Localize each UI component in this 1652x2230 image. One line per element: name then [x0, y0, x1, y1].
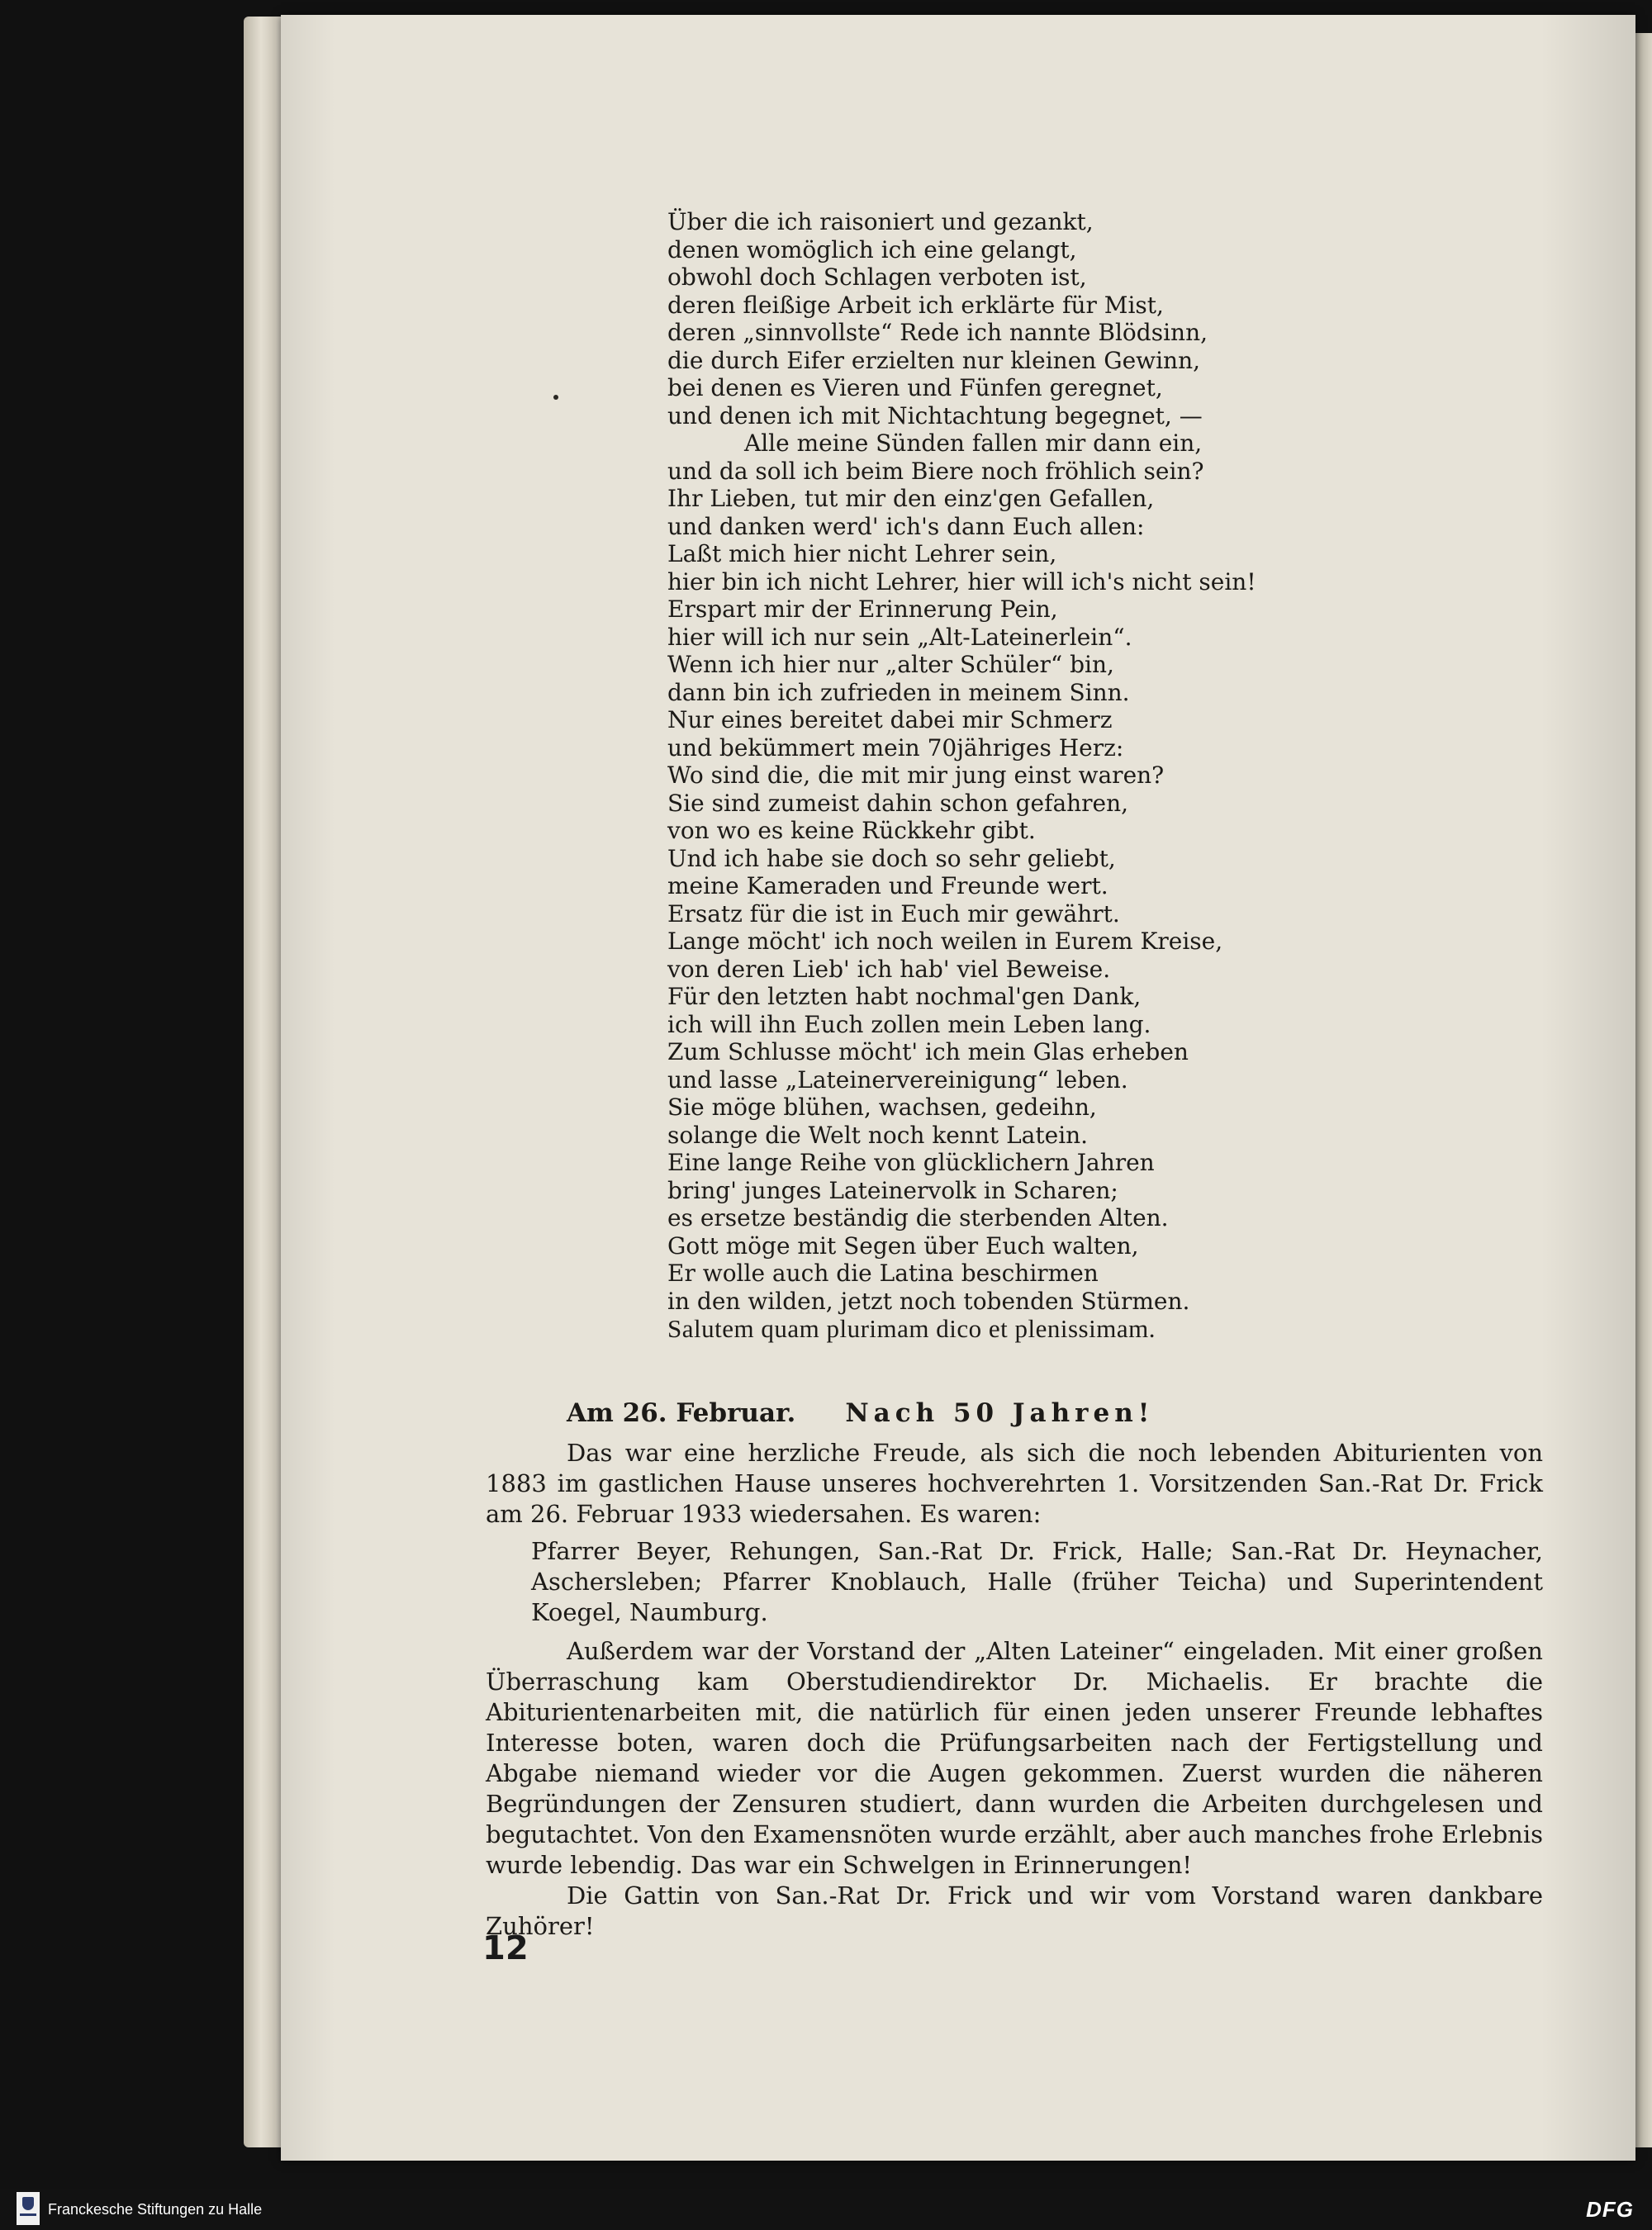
poem-line: die durch Eifer erzielten nur kleinen Gewinn,: [667, 346, 1201, 374]
poem-line: bei denen es Vieren und Fünfen geregnet,: [667, 374, 1163, 401]
poem-line: es ersetze beständig die sterbenden Alten.: [667, 1204, 1169, 1231]
poem-line: Sie sind zumeist dahin schon gefahren,: [667, 789, 1129, 817]
poem-line: hier will ich nur sein „Alt-Lateinerlein“.: [667, 623, 1132, 651]
poem-line: hier bin ich nicht Lehrer, hier will ich's nicht sein!: [667, 567, 1256, 595]
poem-line: Sie möge blühen, wachsen, gedeihn,: [667, 1094, 1097, 1121]
poem-line: Wenn ich hier nur „alter Schüler“ bin,: [667, 651, 1114, 678]
poem: [667, 208, 1378, 1343]
poem-line: und lasse „Lateinervereinigung“ leben.: [667, 1065, 1128, 1094]
poem-line: ich will ihn Euch zollen mein Leben lang.: [667, 1010, 1151, 1038]
poem-line: solange die Welt noch kennt Latein.: [667, 1121, 1089, 1149]
poem-line: deren „sinnvollste“ Rede ich nannte Blödsinn,: [667, 319, 1208, 346]
poem-closing-latin: Salutem quam plurimam dico et plenissimam.: [667, 1314, 1156, 1343]
poem-line: und da soll ich beim Biere noch fröhlich sein?: [667, 457, 1204, 485]
paragraph: Außerdem war der Vorstand der „Alten Lateiner“ eingeladen. Mit einer großen Überraschung kam Oberstudiendirektor Dr. Michaelis. Er brachte die Abiturientenarbeiten mit, die natürlich für einen jeden unserer Freunde lebhaftes Interesse boten, waren doch die Prüfungsarbeiten nach der Fertigstellung und Abgabe niemand wieder vor die Augen gekommen. Zuerst wurden die näheren Begründungen der Zensuren studiert, dann wurden die Arbeiten durchgelesen und begutachtet. Von den Examensnöten wurde erzählt, aber auch manches frohe Erlebnis wurde lebendig. Das war ein Schwelgen in Erinnerungen!: [486, 1637, 1543, 1879]
heading-title: Nach 50 Jahren!: [845, 1398, 1155, 1428]
page-number: 12: [482, 1929, 529, 1967]
poem-line: Ersatz für die ist in Euch mir gewährt.: [667, 899, 1120, 928]
poem-line: Er wolle auch die Latina beschirmen: [667, 1260, 1099, 1287]
poem-line: Alle meine Sünden fallen mir dann ein,: [744, 429, 1203, 457]
poem-line: Zum Schlusse möcht' ich mein Glas erheben: [667, 1038, 1189, 1065]
poem-line: Laßt mich hier nicht Lehrer sein,: [667, 540, 1057, 567]
poem-line: Gott möge mit Segen über Euch walten,: [667, 1231, 1139, 1260]
article-body: [486, 1438, 1543, 1942]
poem-line: Nur eines bereitet dabei mir Schmerz: [667, 706, 1113, 733]
poem-line: von wo es keine Rückkehr gibt.: [667, 817, 1036, 844]
poem-line: deren fleißige Arbeit ich erklärte für Mist,: [667, 291, 1164, 319]
heading-date: Am 26. Februar.: [567, 1398, 796, 1428]
poem-line: und bekümmert mein 70jähriges Herz:: [667, 733, 1124, 762]
institution-name: Franckesche Stiftungen zu Halle: [48, 2201, 263, 2218]
institution-logo-icon: [17, 2192, 40, 2225]
poem-line: in den wilden, jetzt noch tobenden Stürmen.: [667, 1287, 1190, 1315]
paragraph: Die Gattin von San.-Rat Dr. Frick und wir vom Vorstand waren dankbare Zuhörer!: [486, 1881, 1543, 1940]
poem-line: und danken werd' ich's dann Euch allen:: [667, 512, 1145, 540]
poem-line: Eine lange Reihe von glücklichern Jahren: [667, 1149, 1155, 1176]
attendee-list: Pfarrer Beyer, Rehungen, San.-Rat Dr. Frick, Halle; San.-Rat Dr. Heynacher, Aschersleben; Pfarrer Knoblauch, Halle (früher Teicha) und Superintendent Koegel, Naumburg.: [531, 1537, 1543, 1626]
poem-line: Wo sind die, die mit mir jung einst waren?: [667, 762, 1165, 789]
poem-line: Erspart mir der Erinnerung Pein,: [667, 595, 1058, 623]
poem-line: obwohl doch Schlagen verboten ist,: [667, 263, 1087, 291]
viewer-footer: [0, 2189, 1652, 2230]
poem-line: dann bin ich zufrieden in meinem Sinn.: [667, 678, 1130, 706]
poem-line: Lange möcht' ich noch weilen in Eurem Kreise,: [667, 928, 1223, 955]
poem-line: bring' junges Lateinervolk in Scharen;: [667, 1176, 1118, 1204]
poem-line: Für den letzten habt nochmal'gen Dank,: [667, 983, 1142, 1010]
dfg-logo: DFG: [1586, 2197, 1634, 2222]
poem-line: von deren Lieb' ich hab' viel Beweise.: [667, 955, 1111, 983]
poem-line: meine Kameraden und Freunde wert.: [667, 872, 1108, 899]
margin-mark: [553, 395, 558, 400]
paragraph: Das war eine herzliche Freude, als sich die noch lebenden Abiturienten von 1883 im gastlichen Hause unseres hochverehrten 1. Vorsitzenden San.-Rat Dr. Frick am 26. Februar 1933 wiedersahen. Es waren:: [486, 1439, 1543, 1528]
poem-line: und denen ich mit Nichtachtung begegnet, —: [667, 401, 1203, 429]
poem-line: Über die ich raisoniert und gezankt,: [667, 208, 1094, 235]
poem-line: Und ich habe sie doch so sehr geliebt,: [667, 844, 1116, 872]
poem-line: Ihr Lieben, tut mir den einz'gen Gefallen,: [667, 485, 1155, 512]
poem-line: denen womöglich ich eine gelangt,: [667, 235, 1077, 263]
section-heading: [567, 1398, 1154, 1428]
